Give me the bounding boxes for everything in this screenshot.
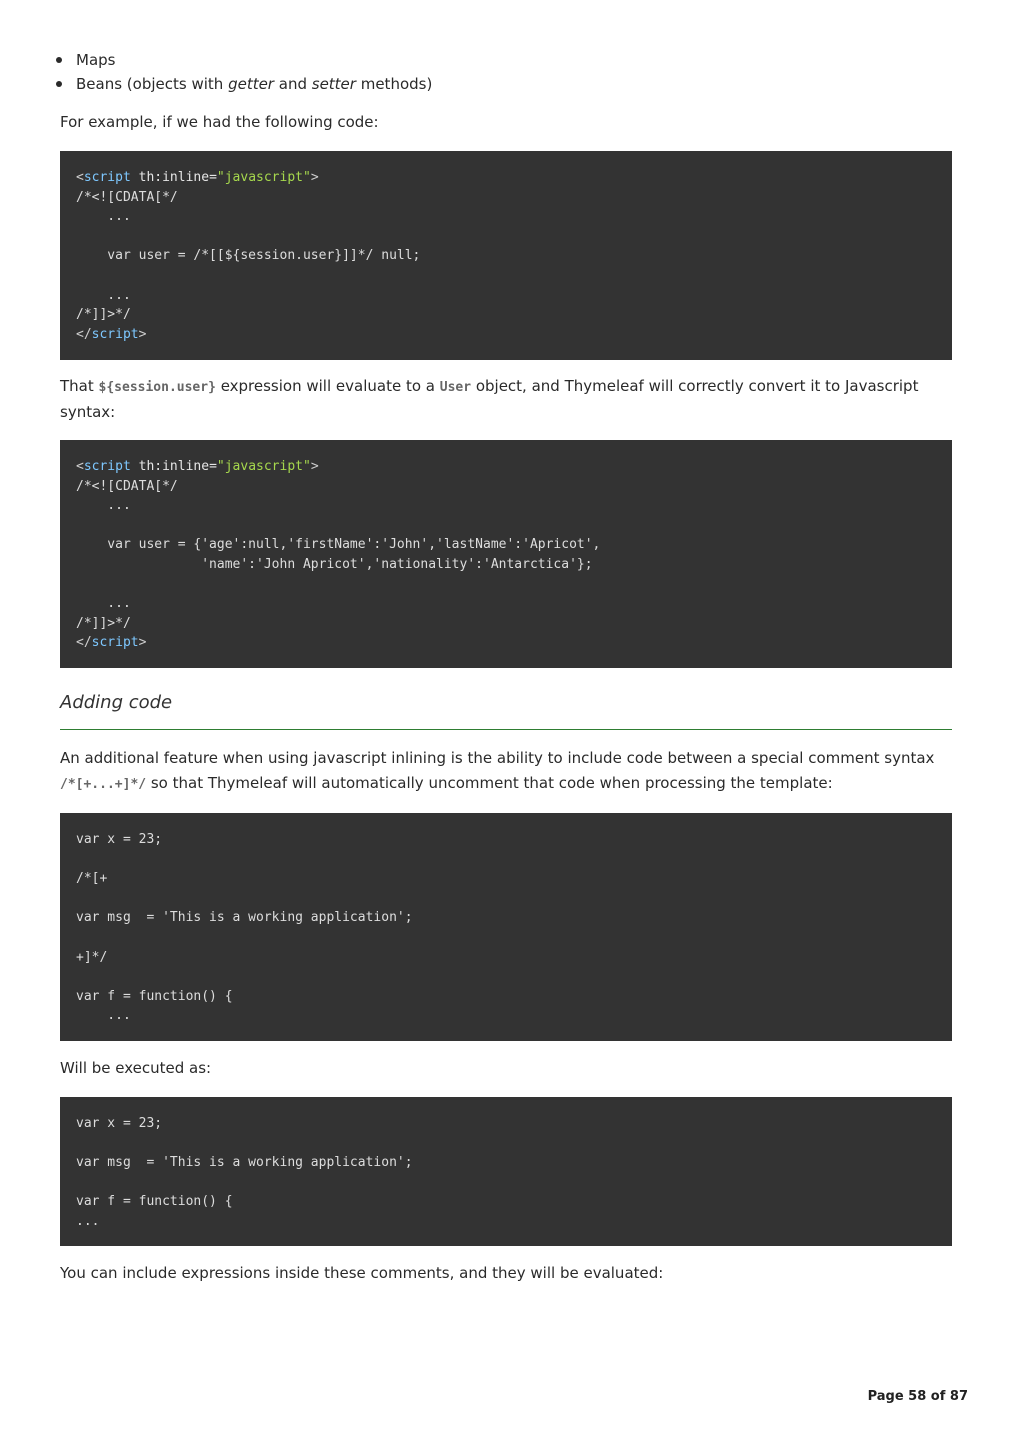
list-item: Maps	[60, 48, 432, 72]
paragraph-evaluation: That ${session.user} expression will evaluate to a User object, and Thymeleaf will correctly convert it to Javascript syntax:	[60, 377, 919, 421]
code-block-executed: var x = 23; var msg = 'This is a working application'; var f = function() { ...	[60, 1097, 952, 1246]
paragraph-example-intro: For example, if we had the following code:	[60, 113, 379, 131]
list-item: Beans (objects with getter and setter methods)	[60, 72, 432, 96]
inline-code: ${session.user}	[98, 380, 216, 395]
bullet-list	[60, 48, 432, 96]
code-block-result: <script th:inline="javascript"> /*<![CDATA[*/ ... var user = {'age':null,'firstName':'John','lastName':'Apricot', 'name':'John Apricot','nationality':'Antarctica'}; ... /*]]>*/ </script>	[60, 440, 952, 668]
paragraph-expressions: You can include expressions inside these comments, and they will be evaluated:	[60, 1264, 664, 1282]
inline-code: User	[439, 380, 472, 395]
inline-code: /*[+...+]*/	[60, 777, 147, 792]
paragraph-adding-code: An additional feature when using javascript inlining is the ability to include code between a special comment syntax /*[+...+]*/ so that Thymeleaf will automatically uncomment that code when processing the template:	[60, 749, 935, 792]
section-heading: Adding code	[60, 692, 952, 730]
paragraph-executed-as: Will be executed as:	[60, 1059, 212, 1077]
code-block-template: <script th:inline="javascript"> /*<![CDATA[*/ ... var user = /*[[${session.user}]]*/ null; ... /*]]>*/ </script>	[60, 151, 952, 360]
code-block-commented: var x = 23; /*[+ var msg = 'This is a working application'; +]*/ var f = function() { ...	[60, 813, 952, 1041]
page-number: Page 58 of 87	[867, 1389, 968, 1404]
